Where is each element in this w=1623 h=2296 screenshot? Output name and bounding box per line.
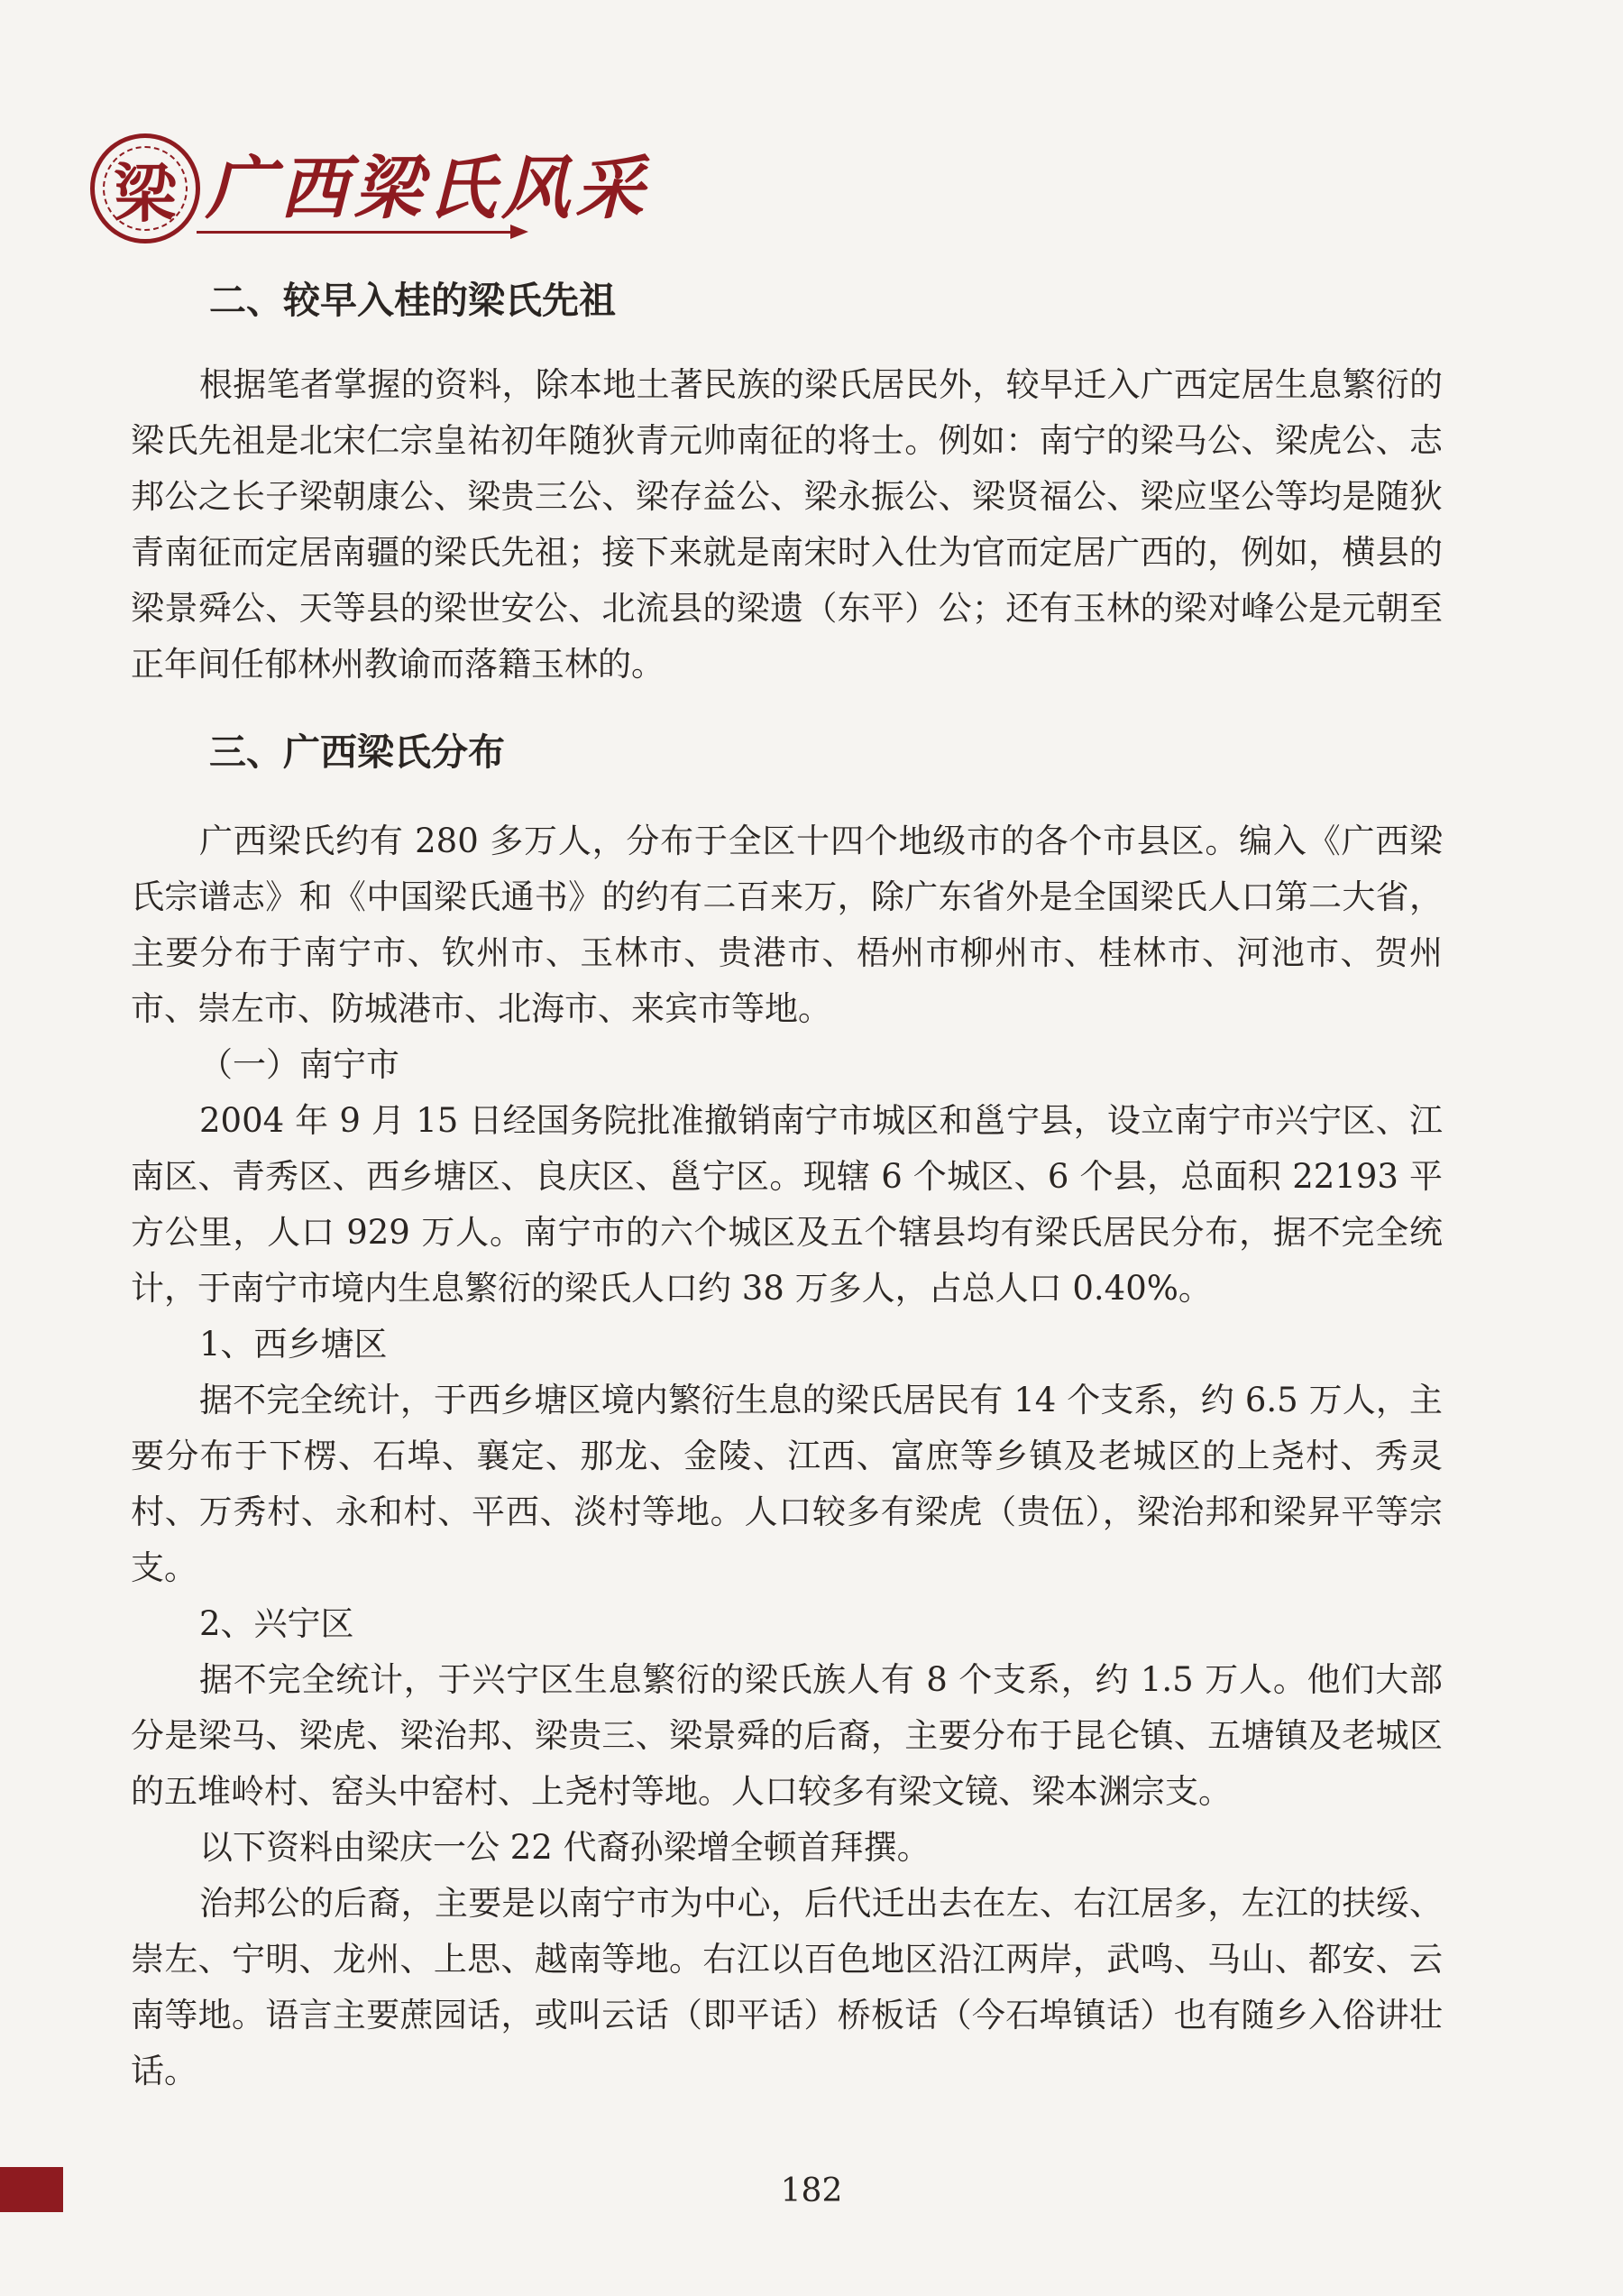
banner-underline	[197, 231, 514, 234]
paragraph-source-note: 以下资料由梁庆一公 22 代裔孙梁增全顿首拜撰。	[199, 1828, 931, 1867]
arrow-right-icon	[510, 225, 528, 239]
paragraph-distribution-overview: 广西梁氏约有 280 多万人，分布于全区十四个地级市的各个市县区。编入《广西梁氏宗谱志》和《中国梁氏通书》的约有二百来万，除广东省外是全国梁氏人口第二大省，主要分布于南宁市、钦州市、玉林市、贵港市、梧州市柳州市、桂林市、河池市、贺州市、崇左市、防城港市、北海市、来宾市等地。	[131, 822, 1443, 1028]
paragraph-xingning: 据不完全统计，于兴宁区生息繁衍的梁氏族人有 8 个支系，约 1.5 万人。他们大部分是梁马、梁虎、梁治邦、梁贵三、梁景舜的后裔，主要分布于昆仑镇、五塘镇及老城区的五堆岭村、窑头中窑村、上尧村等地。人口较多有梁文镜、梁本渊宗支。	[131, 1660, 1443, 1811]
subheading-nanning: （一）南宁市	[199, 1045, 399, 1084]
subheading-xingning: 2、兴宁区	[199, 1604, 354, 1643]
book-title: 广西梁氏风采	[206, 148, 649, 228]
section-heading-early-ancestors: 二、较早入桂的梁氏先祖	[209, 279, 616, 322]
section-heading-distribution: 三、广西梁氏分布	[209, 730, 505, 774]
subheading-xixiangtang: 1、西乡塘区	[199, 1325, 388, 1364]
clan-seal-logo	[90, 133, 200, 243]
paragraph-early-ancestors: 根据笔者掌握的资料，除本地土著民族的梁氏居民外，较早迁入广西定居生息繁衍的梁氏先祖是北宋仁宗皇祐初年随狄青元帅南征的将士。例如：南宁的梁马公、梁虎公、志邦公之长子梁朝康公、梁贵三公、梁存益公、梁永振公、梁贤福公、梁应坚公等均是随狄青南征而定居南疆的梁氏先祖；接下来就是南宋时入仕为官而定居广西的，例如，横县的梁景舜公、天等县的梁世安公、北流县的梁遗（东平）公；还有玉林的梁对峰公是元朝至正年间任郁林州教谕而落籍玉林的。	[131, 365, 1443, 684]
paragraph-nanning: 2004 年 9 月 15 日经国务院批准撤销南宁市城区和邕宁县，设立南宁市兴宁区、江南区、青秀区、西乡塘区、良庆区、邕宁区。现辖 6 个城区、6 个县，总面积 22193 平方公里，人口 929 万人。南宁市的六个城区及五个辖县均有梁氏居民分布，据不完全统计，于南宁市境内生息繁衍的梁氏人口约 38 万多人，占总人口 0.40%。	[131, 1101, 1443, 1308]
paragraph-zhibang-descendants: 治邦公的后裔，主要是以南宁市为中心，后代迁出去在左、右江居多，左江的扶绥、崇左、宁明、龙州、上思、越南等地。右江以百色地区沿江两岸，武鸣、马山、都安、云南等地。语言主要蔗园话，或叫云话（即平话）桥板话（今石埠镇话）也有随乡入俗讲壮话。	[131, 1884, 1443, 2090]
paragraph-xixiangtang: 据不完全统计，于西乡塘区境内繁衍生息的梁氏居民有 14 个支系，约 6.5 万人，主要分布于下楞、石埠、襄定、那龙、金陵、江西、富庶等乡镇及老城区的上尧村、秀灵村、万秀村、永和村、平西、淡村等地。人口较多有梁虎（贵伍），梁治邦和梁昇平等宗支。	[131, 1381, 1443, 1587]
page-number: 182	[780, 2172, 843, 2209]
seal-character: 梁	[114, 155, 177, 231]
